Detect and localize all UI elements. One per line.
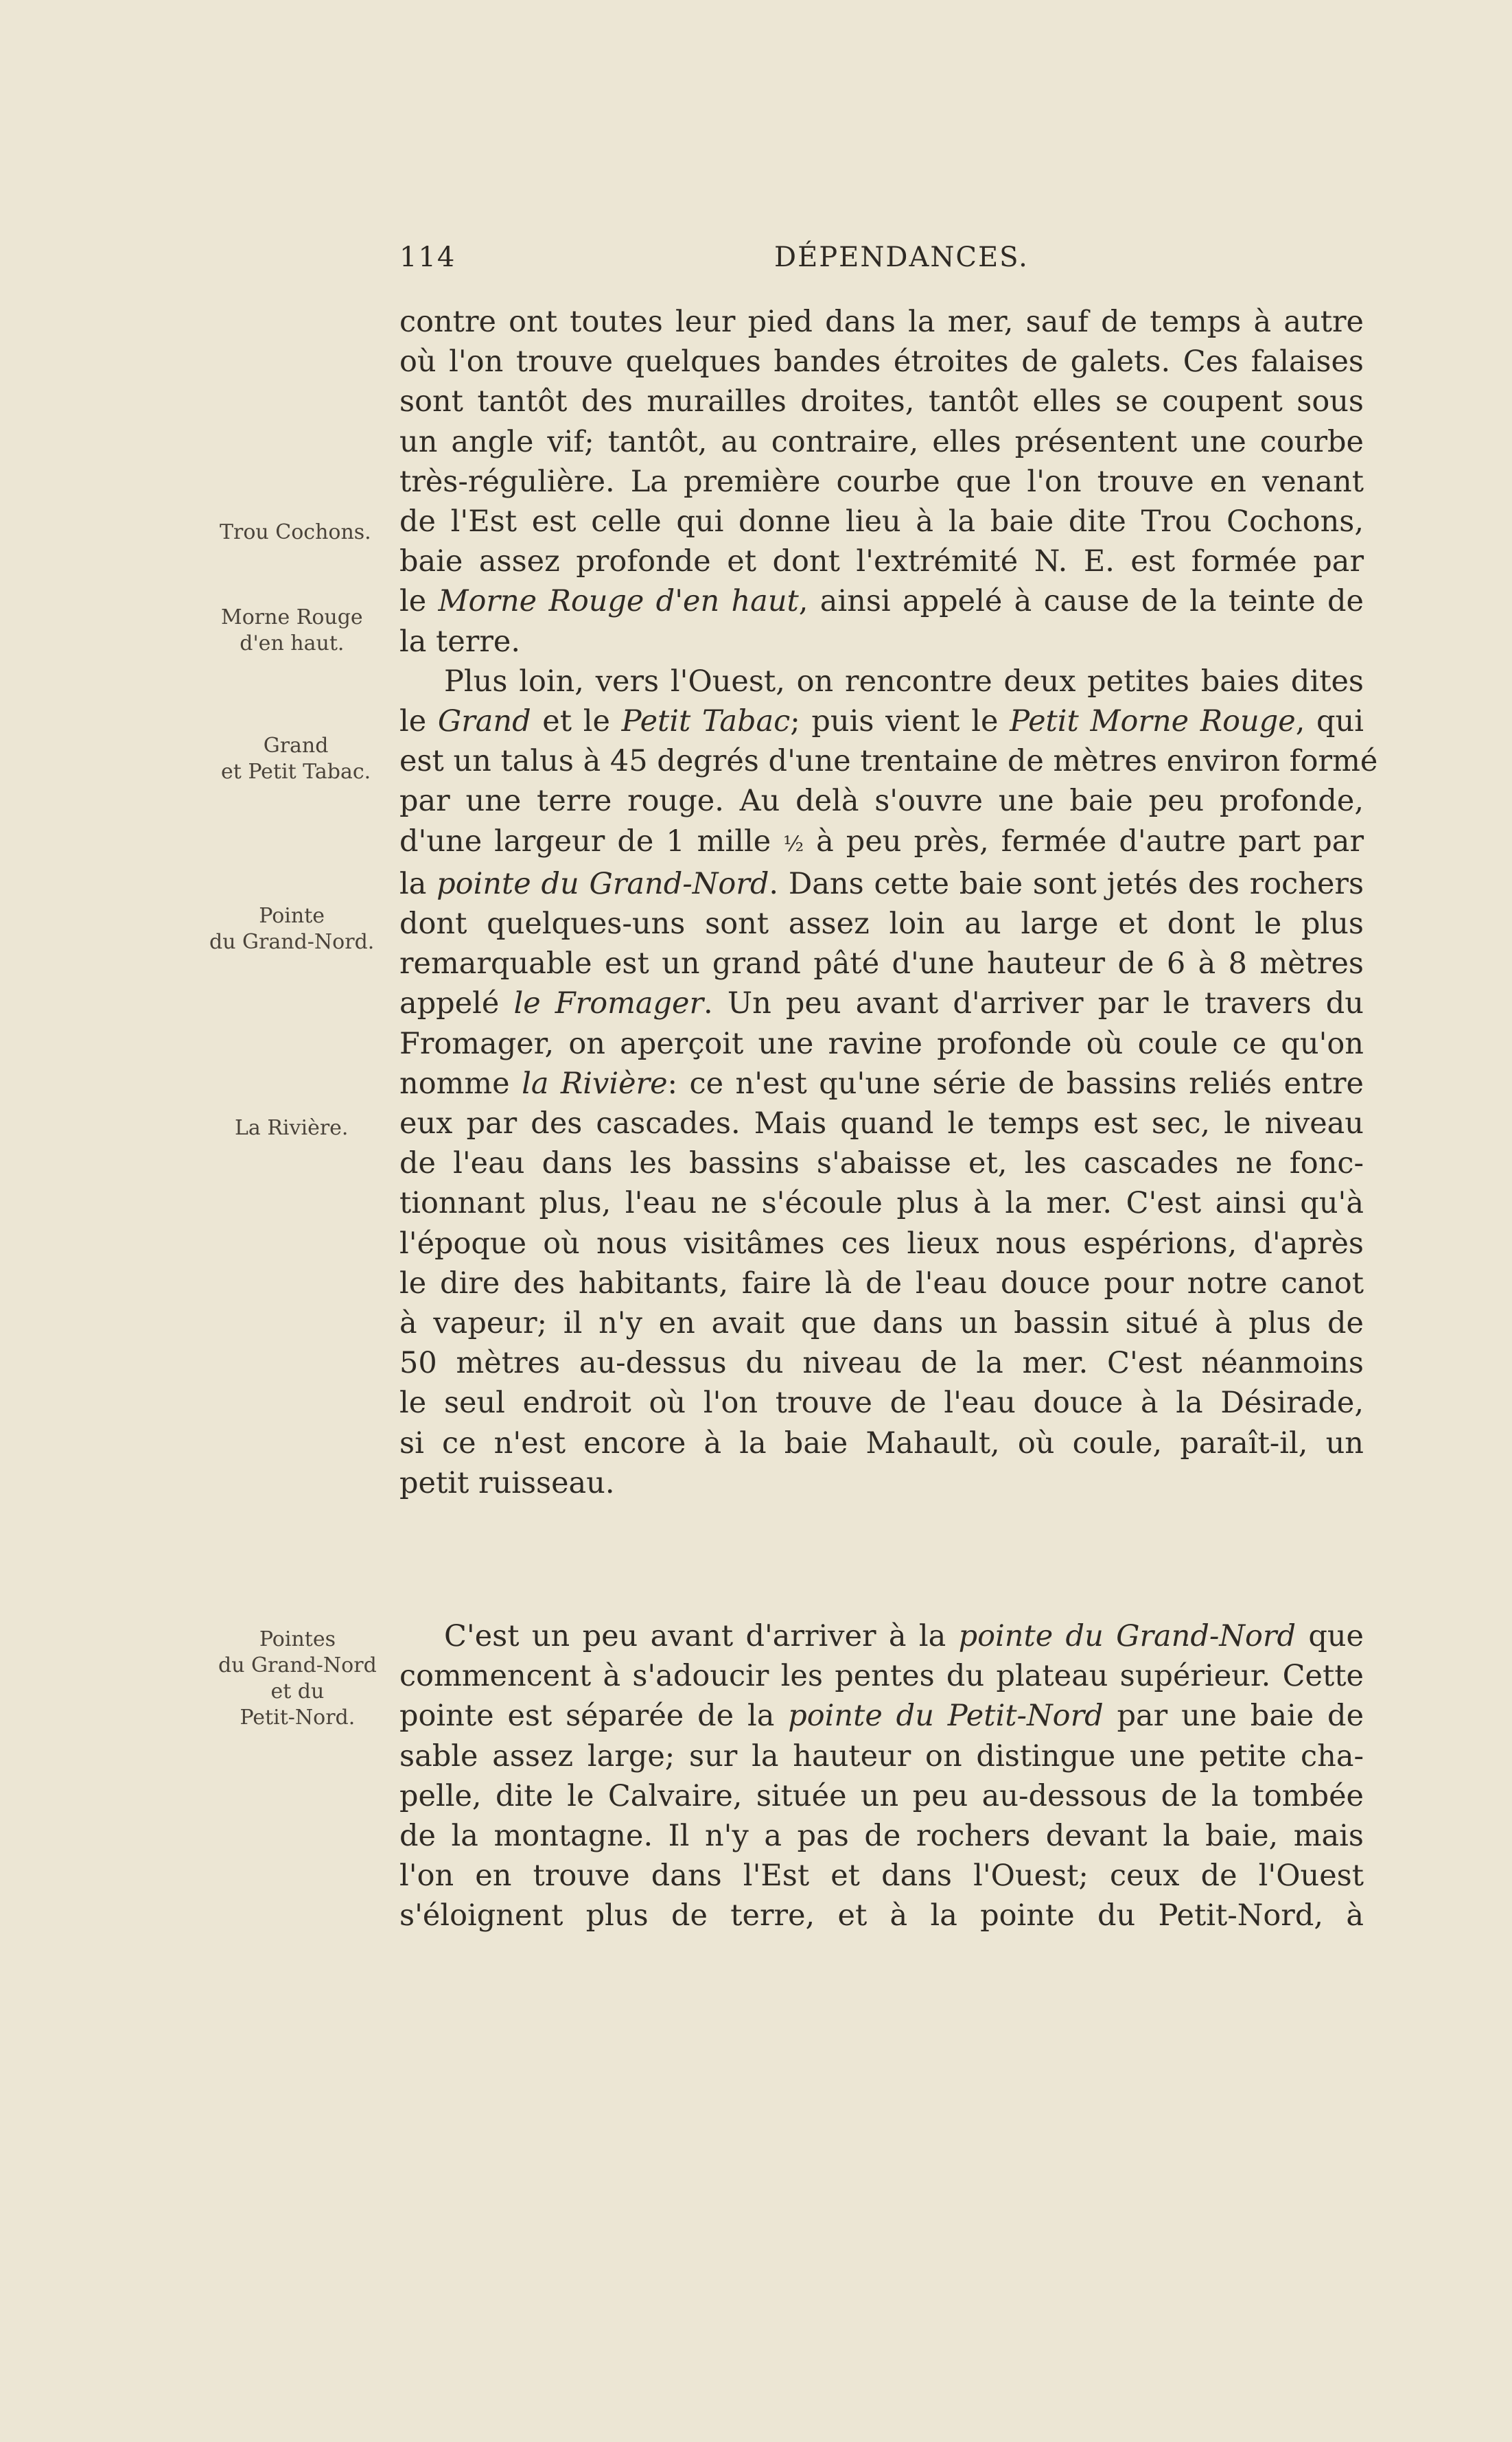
place-name: Petit Tabac — [621, 704, 791, 739]
text-line: eux par des cascades. Mais quand le temps est sec, le niveau — [399, 1106, 1364, 1141]
text-line: sable assez large; sur la hauteur on distingue une petite cha- — [399, 1739, 1364, 1774]
place-name: la Rivière — [522, 1066, 668, 1101]
text-line: de l'Est est celle qui donne lieu à la baie dite Trou Cochons, — [399, 504, 1364, 539]
text-line: le dire des habitants, faire là de l'eau douce pour notre canot — [399, 1266, 1364, 1301]
text-line: si ce n'est encore à la baie Mahault, où coule, paraît-il, un — [399, 1426, 1364, 1461]
margin-note-la-riviere: La Rivière. — [235, 1116, 349, 1140]
page-number: 114 — [399, 242, 456, 273]
text-line: remarquable est un grand pâté d'une hauteur de 6 à 8 mètres — [399, 946, 1364, 981]
text-line: dont quelques-uns sont assez loin au large et dont le plus — [399, 907, 1364, 942]
text-line: le seul endroit où l'on trouve de l'eau douce à la Désirade, — [399, 1386, 1364, 1421]
text-line: contre ont toutes leur pied dans la mer, sauf de temps à autre — [399, 305, 1364, 339]
text-line: 50 mètres au-dessus du niveau de la mer. C'est néanmoins — [399, 1346, 1364, 1381]
place-name: pointe du Grand-Nord — [958, 1619, 1296, 1653]
text-line: la terre. — [399, 624, 521, 659]
place-name: pointe du Grand-Nord — [437, 866, 769, 901]
place-name: Morne Rouge d'en haut — [438, 584, 799, 619]
paragraph-baies — [399, 662, 1378, 1503]
text-line: un angle vif; tantôt, au contraire, elles présentent une courbe — [399, 424, 1364, 459]
text-line: la pointe du Grand-Nord. Dans cette baie sont jetés des rochers — [399, 866, 1364, 901]
place-name: pointe du Petit-Nord — [788, 1699, 1104, 1734]
paragraph-pointes — [399, 1616, 1364, 1936]
text-line: Plus loin, vers l'Ouest, on rencontre deux petites baies dites — [444, 664, 1364, 699]
margin-note-trou-cochons: Trou Cochons. — [220, 520, 371, 544]
place-name: le Fromager — [513, 986, 704, 1021]
text-line: le Grand et le Petit Tabac; puis vient le Petit Morne Rouge, qui — [399, 704, 1364, 739]
text-line: pointe est séparée de la pointe du Petit-Nord par une baie de — [399, 1699, 1364, 1734]
place-name: Grand — [437, 704, 531, 739]
margin-note-pointe-grand-nord: Pointe du Grand-Nord. — [209, 904, 375, 954]
text-line: le Morne Rouge d'en haut, ainsi appelé à cause de la teinte de — [399, 584, 1364, 619]
text-line: commencent à s'adoucir les pentes du plateau supérieur. Cette — [399, 1659, 1364, 1694]
running-title: DÉPENDANCES. — [774, 242, 1029, 273]
margin-note-pointes-grand-nord-petit-nord: Pointes du Grand-Nord et du Petit-Nord. — [218, 1627, 377, 1730]
text-block-main — [399, 302, 1378, 1503]
text-line: de la montagne. Il n'y a pas de rochers devant la baie, mais — [399, 1819, 1364, 1854]
text-line: tionnant plus, l'eau ne s'écoule plus à la mer. C'est ainsi qu'à — [399, 1186, 1364, 1221]
text-line: l'on en trouve dans l'Est et dans l'Ouest; ceux de l'Ouest — [399, 1859, 1364, 1894]
text-line: Fromager, on aperçoit une ravine profonde où coule ce qu'on — [399, 1026, 1364, 1061]
text-line: très-régulière. La première courbe que l'on trouve en venant — [399, 464, 1364, 499]
text-line: nomme la Rivière: ce n'est qu'une série de bassins reliés entre — [399, 1066, 1364, 1101]
text-line: C'est un peu avant d'arriver à la pointe du Grand-Nord que — [444, 1619, 1364, 1653]
text-line: sont tantôt des murailles droites, tantôt elles se coupent sous — [399, 384, 1364, 419]
text-block-pointes — [399, 1616, 1364, 1936]
text-line: petit ruisseau. — [399, 1465, 615, 1500]
text-line: par une terre rouge. Au delà s'ouvre une baie peu profonde, — [399, 784, 1364, 819]
text-line: à vapeur; il n'y en avait que dans un bassin situé à plus de — [399, 1306, 1364, 1341]
text-line: baie assez profonde et dont l'extrémité N. E. est formée par — [399, 544, 1364, 579]
paragraph-falaises — [399, 302, 1364, 662]
text-line: est un talus à 45 degrés d'une trentaine de mètres environ formé — [399, 744, 1378, 779]
margin-note-morne-rouge: Morne Rouge d'en haut. — [221, 605, 363, 655]
text-line: l'époque où nous visitâmes ces lieux nous espérions, d'après — [399, 1226, 1364, 1261]
text-line: d'une largeur de 1 mille ½ à peu près, fermée d'autre part par — [399, 824, 1364, 859]
margin-note-grand-petit-tabac: Grand et Petit Tabac. — [221, 734, 371, 784]
fraction-half: ½ — [783, 831, 804, 857]
place-name: Petit Morne Rouge — [1010, 704, 1296, 739]
text-line: où l'on trouve quelques bandes étroites de galets. Ces falaises — [399, 345, 1364, 380]
text-line: de l'eau dans les bassins s'abaisse et, les cascades ne fonc- — [399, 1146, 1364, 1181]
text-line: s'éloignent plus de terre, et à la pointe du Petit-Nord, à — [399, 1898, 1364, 1933]
text-line: appelé le Fromager. Un peu avant d'arriver par le travers du — [399, 986, 1364, 1021]
text-line: pelle, dite le Calvaire, située un peu au-dessous de la tombée — [399, 1778, 1364, 1813]
